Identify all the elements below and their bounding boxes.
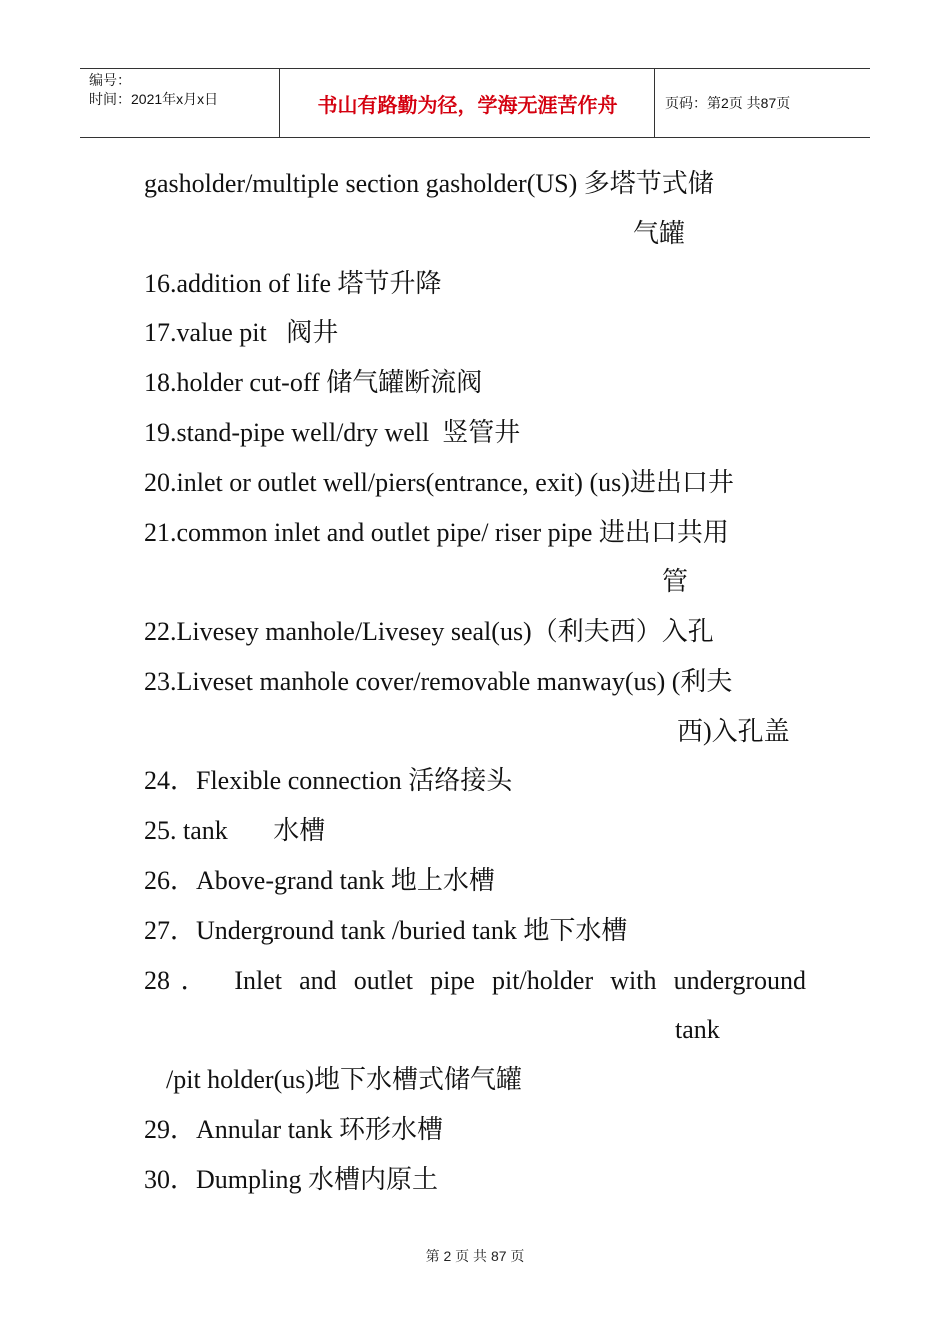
entry-line: 16.addition of life 塔节升降 [144,269,442,298]
header-table [80,68,870,138]
entry-line: 17.value pit 阀井 [144,318,339,347]
serial-label: 编号： [89,72,131,88]
entry-line: 24．Flexible connection 活络接头 [144,766,513,795]
header-motto: 书山有路勤为径，学海无涯苦作舟 [281,69,655,137]
entry-line: 20.inlet or outlet well/piers(entrance, exit) (us)进出口井 [144,468,734,497]
entry-line: gasholder/multiple section gasholder(US) 多塔节式储 [144,169,714,198]
entry-line: 26．Above-grand tank 地上水槽 [144,866,495,895]
entry-line: 30．Dumpling 水槽内原土 [144,1165,438,1194]
entry-line: 19.stand-pipe well/dry well 竖管井 [144,418,521,447]
header-meta-cell [80,69,280,137]
entry-line-wrap: 管 [662,567,689,596]
entry-line: 23.Liveset manhole cover/removable manway(us) (利夫 [144,667,733,696]
entry-line-justified: 28． Inlet and outlet pipe pit/holder with underground [144,966,806,995]
time-label: 时间：2021年x月x日 [89,91,219,107]
entry-line-wrap: tank [675,1015,720,1044]
entry-line: 27．Underground tank /buried tank 地下水槽 [144,916,628,945]
entry-line: 21.common inlet and outlet pipe/ riser pipe 进出口共用 [144,518,729,547]
header-page-info: 页码：第2页 共87页 [665,95,791,111]
entry-line-wrap: 西)入孔盖 [677,717,790,746]
entry-line: 18.holder cut-off 储气罐断流阀 [144,368,483,397]
entry-line: 29．Annular tank 环形水槽 [144,1115,443,1144]
entry-line-wrap: 气罐 [633,219,686,248]
entry-line: 25. tank 水槽 [144,816,326,845]
page-footer: 第 2 页 共 87 页 [425,1248,525,1264]
entry-line-continuation: /pit holder(us)地下水槽式储气罐 [166,1065,523,1094]
entry-line: 22.Livesey manhole/Livesey seal(us)（利夫西）入孔 [144,617,714,646]
